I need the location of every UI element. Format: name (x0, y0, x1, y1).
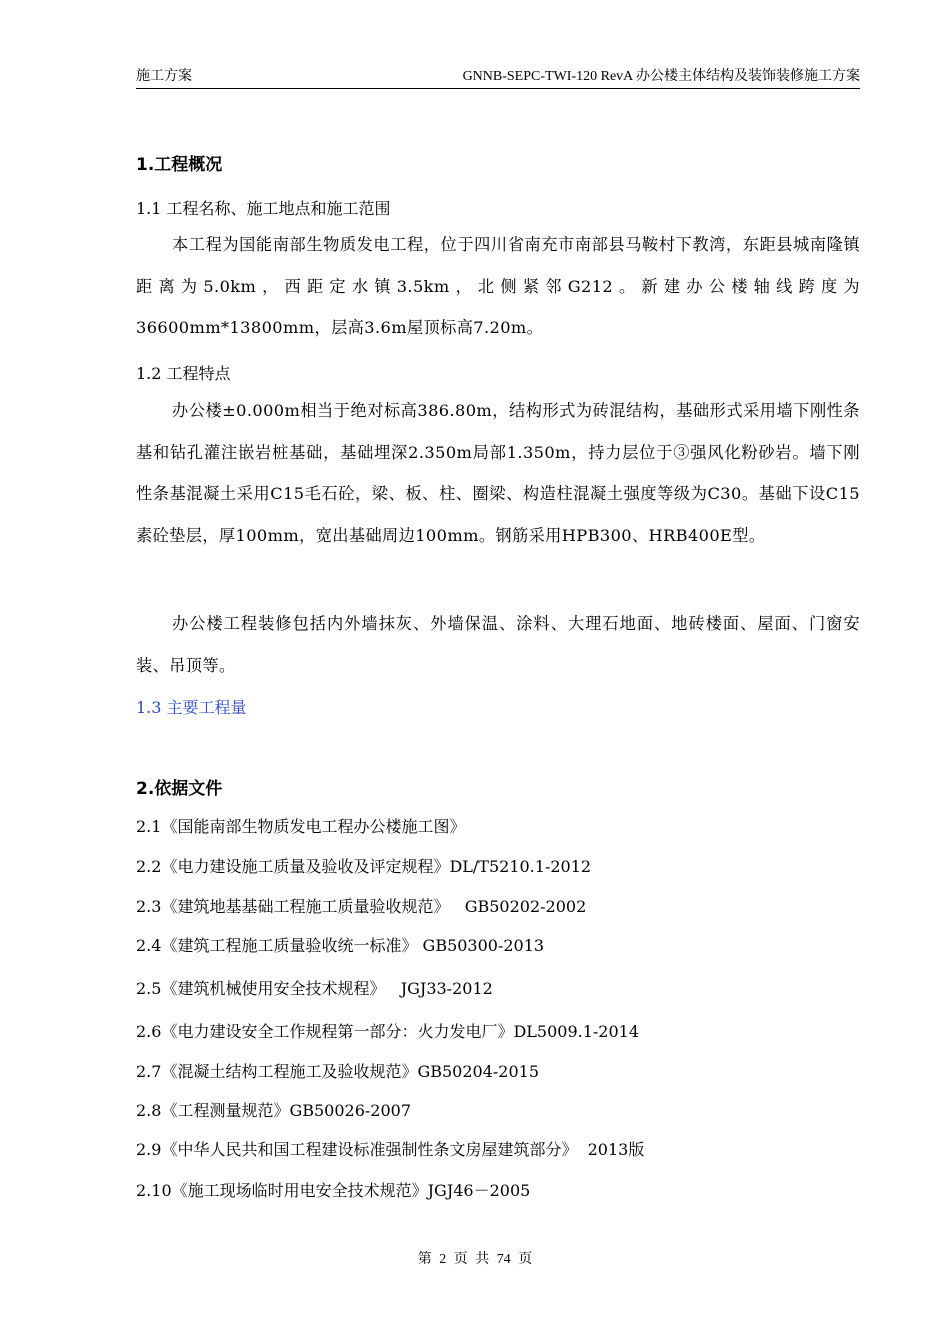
paragraph-project-location: 本工程为国能南部生物质发电工程，位于四川省南充市南部县马鞍村下教湾，东距县城南隆镇距离为5.0km，西距定水镇3.5km，北侧紧邻G212。新建办公楼轴线跨度为36600mm*13800mm，层高3.6m屋顶标高7.20m。 (136, 235, 860, 337)
subsection-1-1-title: 1.1 工程名称、施工地点和施工范围 (136, 199, 391, 218)
section-1-title: 1.工程概况 (136, 155, 223, 175)
reference-item: 2.3《建筑地基基础工程施工质量验收规范》 GB50202-2002 (136, 897, 587, 916)
header-left-title: 施工方案 (136, 69, 192, 84)
reference-item: 2.1《国能南部生物质发电工程办公楼施工图》 (136, 817, 466, 836)
reference-item: 2.9《中华人民共和国工程建设标准强制性条文房屋建筑部分》 2013版 (136, 1140, 645, 1159)
paragraph-project-features: 办公楼±0.000m相当于绝对标高386.80m，结构形式为砖混结构，基础形式采用墙下刚性条基和钻孔灌注嵌岩桩基础，基础埋深2.350m局部1.350m，持力层位于③强风化粉砂岩。墙下刚性条基混凝土采用C15毛石砼，梁、板、柱、圈梁、构造柱混凝土强度等级为C30。基础下设C15素砼垫层，厚100mm，宽出基础周边100mm。钢筋采用HPB300、HRB400E型。 (136, 401, 860, 545)
reference-item: 2.4《建筑工程施工质量验收统一标准》 GB50300-2013 (136, 936, 545, 955)
section-2-title: 2.依据文件 (136, 779, 223, 799)
reference-item: 2.8《工程测量规范》GB50026-2007 (136, 1101, 412, 1120)
reference-item: 2.10《施工现场临时用电安全技术规范》JGJ46－2005 (136, 1181, 531, 1200)
reference-item: 2.6《电力建设安全工作规程第一部分：火力发电厂》DL5009.1-2014 (136, 1022, 640, 1041)
reference-item: 2.2《电力建设施工质量及验收及评定规程》DL/T5210.1-2012 (136, 857, 592, 876)
subsection-1-3-link[interactable]: 1.3 主要工程量 (136, 698, 247, 717)
page-header (136, 64, 860, 89)
reference-item: 2.5《建筑机械使用安全技术规程》 JGJ33-2012 (136, 979, 493, 998)
subsection-1-2-title: 1.2 工程特点 (136, 364, 231, 383)
page-number-footer: 第 2 页 共 74 页 (417, 1252, 533, 1267)
paragraph-decoration-scope: 办公楼工程装修包括内外墙抹灰、外墙保温、涂料、大理石地面、地砖楼面、屋面、门窗安装、吊顶等。 (136, 614, 860, 675)
reference-item: 2.7《混凝土结构工程施工及验收规范》GB50204-2015 (136, 1062, 540, 1081)
header-doc-title: GNNB-SEPC-TWI-120 RevA 办公楼主体结构及装饰装修施工方案 (462, 69, 860, 84)
